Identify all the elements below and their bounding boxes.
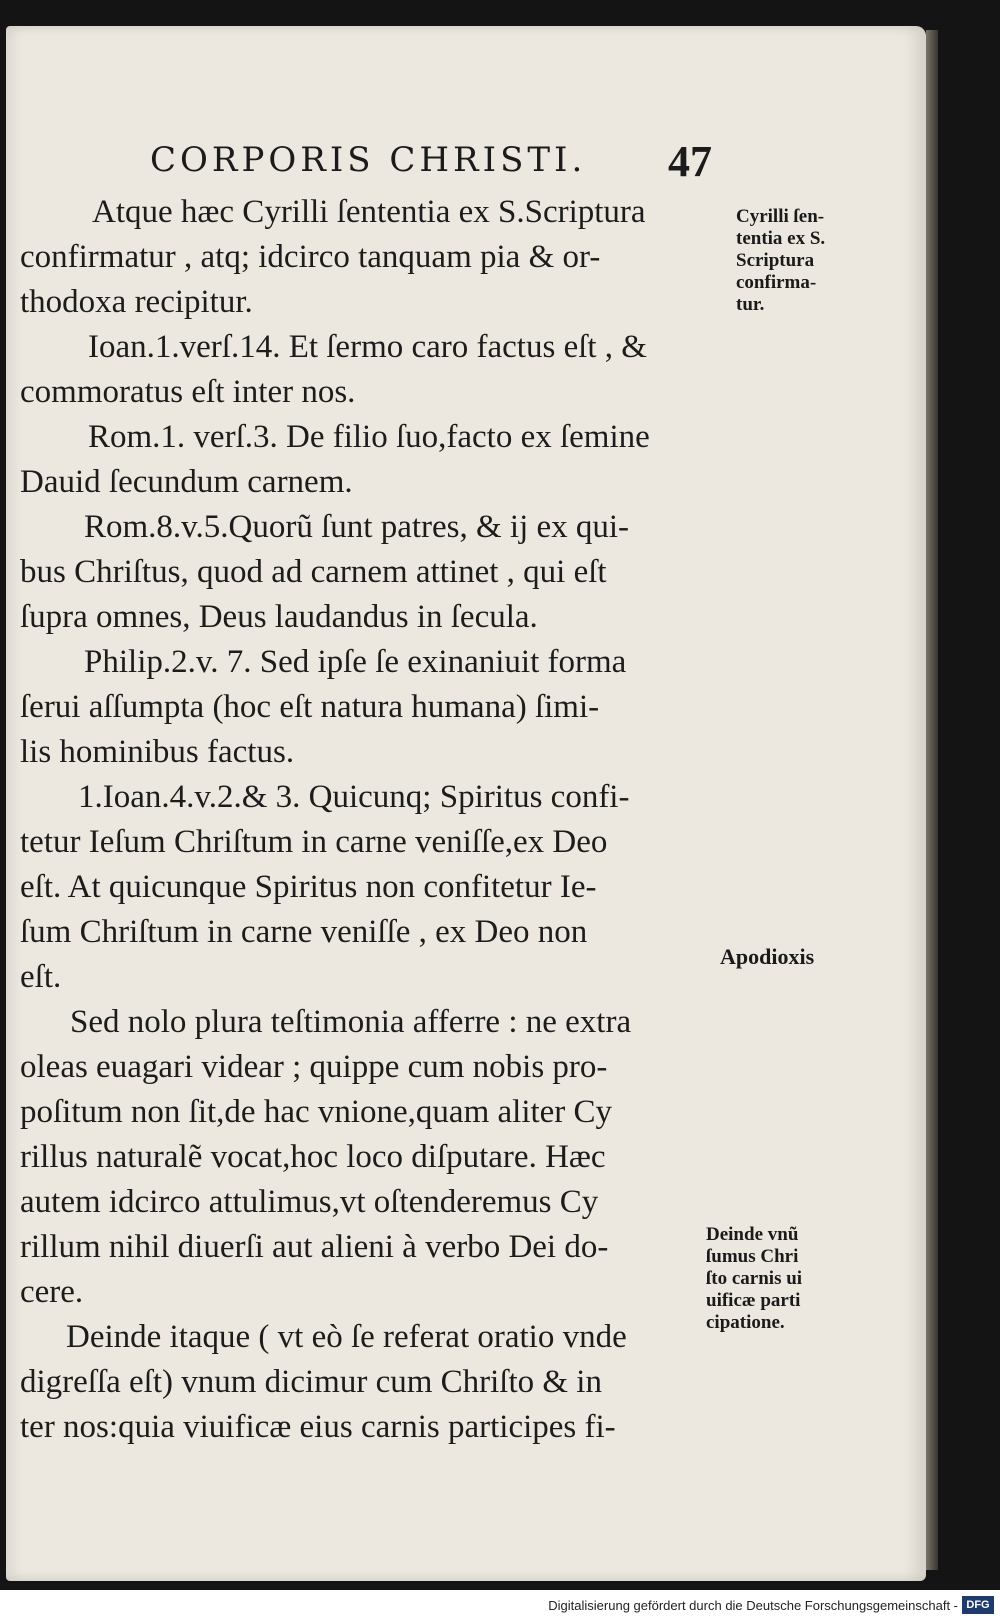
marginal-line: ſto carnis ui <box>706 1268 803 1289</box>
dfg-logo: DFG <box>962 1596 994 1614</box>
marginal-line: tentia ex S. <box>736 228 826 249</box>
footer-credit: Digitalisierung gefördert durch die Deutsche Forschungsgemeinschaft - <box>548 1598 958 1613</box>
text-line: rillus naturalẽ vocat,hoc loco diſputare. Hæc <box>20 1139 606 1175</box>
text-line: Sed nolo plura teſtimonia afferre : ne extra <box>70 1004 632 1040</box>
text-line: cere. <box>20 1274 84 1310</box>
text-line: Philip.2.v. 7. Sed ipſe ſe exinaniuit forma <box>84 644 627 680</box>
marginal-note-cyrilli <box>736 206 825 316</box>
text-line: Deinde itaque ( vt eò ſe referat oratio vnde <box>66 1319 627 1355</box>
marginal-note-deinde <box>706 1224 802 1334</box>
marginal-line: Scriptura <box>736 250 815 271</box>
text-line: ſum Chriſtum in carne veniſſe , ex Deo non <box>20 914 588 950</box>
marginal-line: Apodioxis <box>720 944 815 969</box>
text-line: Rom.8.v.5.Quorũ ſunt patres, & ij ex qui- <box>84 509 630 545</box>
text-line: ter nos:quia viuificæ eius carnis participes fi- <box>20 1409 616 1445</box>
text-line: Rom.1. verſ.3. De filio ſuo,facto ex ſemine <box>88 419 650 455</box>
text-line: ſupra omnes, Deus laudandus in ſecula. <box>20 599 538 635</box>
marginal-line: cipatione. <box>706 1312 785 1333</box>
text-line: 1.Ioan.4.v.2.& 3. Quicunq; Spiritus confi- <box>78 779 630 815</box>
text-line: rillum nihil diuerſi aut alieni à verbo Dei do- <box>20 1229 609 1265</box>
text-line: oleas euagari videar ; quippe cum nobis pro- <box>20 1049 608 1085</box>
marginal-line: Deinde vnũ <box>706 1224 799 1245</box>
text-line: bus Chriſtus, quod ad carnem attinet , qui eſt <box>20 554 607 590</box>
digitization-footer <box>0 1590 1000 1623</box>
text-line: tetur Ieſum Chriſtum in carne veniſſe,ex Deo <box>20 824 608 860</box>
text-line: digreſſa eſt) vnum dicimur cum Chriſto & in <box>20 1364 602 1400</box>
text-line: poſitum non ſit,de hac vnione,quam aliter Cy <box>20 1094 613 1130</box>
text-line: Ioan.1.verſ.14. Et ſermo caro factus eſt , & <box>88 329 647 365</box>
marginal-line: confirma- <box>736 272 817 293</box>
text-line: eſt. <box>20 959 62 995</box>
marginal-line: uificæ parti <box>706 1290 801 1311</box>
marginal-line: ſumus Chri <box>706 1246 799 1267</box>
text-line: lis hominibus factus. <box>20 734 295 770</box>
text-line: Atque hæc Cyrilli ſententia ex S.Scriptura <box>92 194 646 230</box>
running-head: CORPORIS CHRISTI. <box>150 140 587 180</box>
page-number: 47 <box>668 137 712 186</box>
marginal-line: tur. <box>736 294 765 315</box>
text-line: eſt. At quicunque Spiritus non confitetur Ie- <box>20 869 597 905</box>
marginal-note-apodioxis <box>720 946 814 968</box>
page-edge <box>926 30 938 1570</box>
text-line: Dauid ſecundum carnem. <box>20 464 353 500</box>
text-line: ſerui aſſumpta (hoc eſt natura humana) ſimi- <box>20 689 600 725</box>
text-line: commoratus eſt inter nos. <box>20 374 356 410</box>
text-line: thodoxa recipitur. <box>20 284 253 320</box>
text-line: autem idcirco attulimus,vt oſtenderemus Cy <box>20 1184 599 1220</box>
marginal-line: Cyrilli ſen- <box>736 206 825 227</box>
body-text <box>20 190 728 1450</box>
text-line: confirmatur , atq; idcirco tanquam pia & or- <box>20 239 601 275</box>
